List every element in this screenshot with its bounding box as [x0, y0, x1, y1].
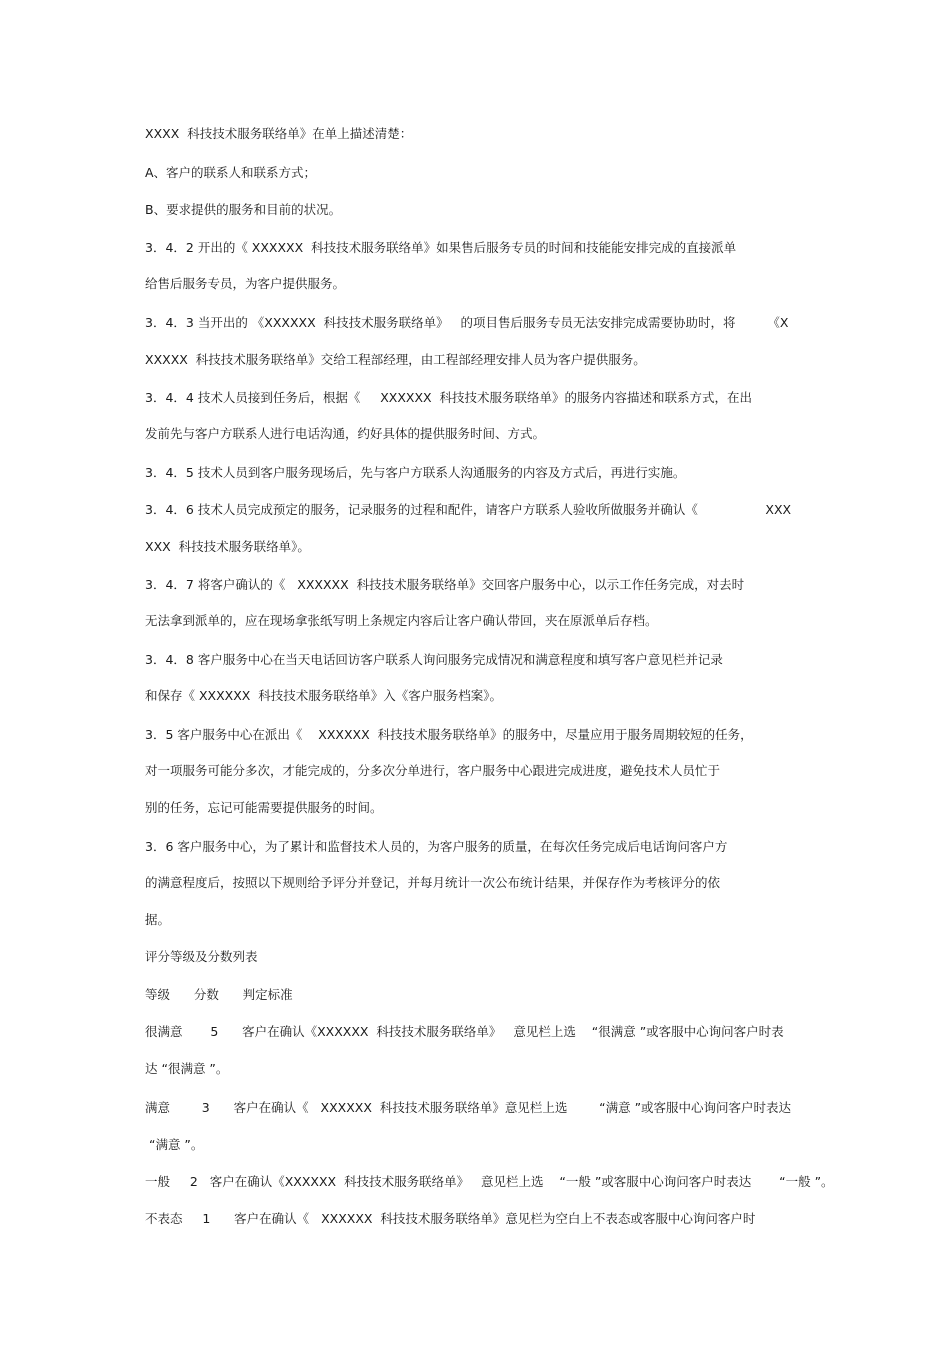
- table-row: 满意 3 客户在确认《 XXXXXX 科技技术服务联络单》意见栏上选 “满意 ”或客服中心询问客户时表达: [145, 1100, 792, 1115]
- text-line: 发前先与客户方联系人进行电话沟通，约好具体的提供服务时间、方式。: [145, 426, 546, 441]
- table-row: 达 “很满意 ”。: [145, 1061, 229, 1076]
- text-line: 3．6 客户服务中心，为了累计和监督技术人员的，为客户服务的质量，在每次任务完成后电话询问客户方: [145, 839, 728, 854]
- text-line: A、客户的联系人和联系方式；: [145, 165, 317, 180]
- text-line: 别的任务，忘记可能需要提供服务的时间。: [145, 800, 383, 815]
- text-line: 3．4．8 客户服务中心在当天电话回访客户联系人询问服务完成情况和满意程度和填写客户意见栏并记录: [145, 652, 723, 667]
- table-row: 很满意 5 客户在确认《XXXXXX 科技技术服务联络单》 意见栏上选 “很满意 ”或客服中心询问客户时表: [145, 1024, 784, 1039]
- text-line: 3．4．5 技术人员到客户服务现场后，先与客户方联系人沟通服务的内容及方式后，再进行实施。: [145, 465, 686, 480]
- text-line: B、要求提供的服务和目前的状况。: [145, 202, 342, 217]
- text-line: 3．5 客户服务中心在派出《 XXXXXX 科技技术服务联络单》的服务中，尽量应用于服务周期较短的任务，: [145, 727, 753, 742]
- text-line: 3．4．6 技术人员完成预定的服务，记录服务的过程和配件，请客户方联系人验收所做服务并确认《 XXX: [145, 502, 792, 517]
- text-line: 给售后服务专员，为客户提供服务。: [145, 276, 346, 291]
- text-line: 对一项服务可能分多次，才能完成的，分多次分单进行，客户服务中心跟进完成进度，避免技术人员忙于: [145, 763, 721, 778]
- table-header: 等级 分数 判定标准: [145, 987, 293, 1002]
- text-line: 3．4．7 将客户确认的《 XXXXXX 科技技术服务联络单》交回客户服务中心，以示工作任务完成，对去时: [145, 577, 745, 592]
- text-line: XXXXX 科技技术服务联络单》交给工程部经理，由工程部经理安排人员为客户提供服务。: [145, 352, 646, 367]
- text-line: 的满意程度后，按照以下规则给予评分并登记，并每月统计一次公布统计结果，并保存作为考核评分的依: [145, 875, 721, 890]
- text-line: XXXX 科技技术服务联络单》在单上描述清楚：: [145, 126, 413, 141]
- text-line: 3．4．3 当开出的 《XXXXXX 科技技术服务联络单》 的项目售后服务专员无法安排完成需要协助时，将 《X: [145, 315, 789, 330]
- table-row: “满意 ”。: [145, 1137, 204, 1152]
- text-line: 3．4．2 开出的《 XXXXXX 科技技术服务联络单》如果售后服务专员的时间和技能能安排完成的直接派单: [145, 240, 737, 255]
- table-row: 不表态 1 客户在确认《 XXXXXX 科技技术服务联络单》意见栏为空白上不表态或客服中心询问客户时: [145, 1211, 756, 1226]
- table-row: 一般 2 客户在确认《XXXXXX 科技技术服务联络单》 意见栏上选 “一般 ”或客服中心询问客户时表达 “一般 ”。: [145, 1174, 834, 1189]
- text-line: 3．4．4 技术人员接到任务后，根据《 XXXXXX 科技技术服务联络单》的服务内容描述和联系方式，在出: [145, 390, 753, 405]
- text-line: 无法拿到派单的，应在现场拿张纸写明上条规定内容后让客户确认带回，夹在原派单后存档。: [145, 613, 658, 628]
- text-line: XXX 科技技术服务联络单》。: [145, 539, 310, 554]
- text-line: 和保存《 XXXXXX 科技技术服务联络单》入《客户服务档案》。: [145, 688, 503, 703]
- text-line: 据。: [145, 912, 171, 927]
- section-heading: 评分等级及分数列表: [145, 949, 258, 964]
